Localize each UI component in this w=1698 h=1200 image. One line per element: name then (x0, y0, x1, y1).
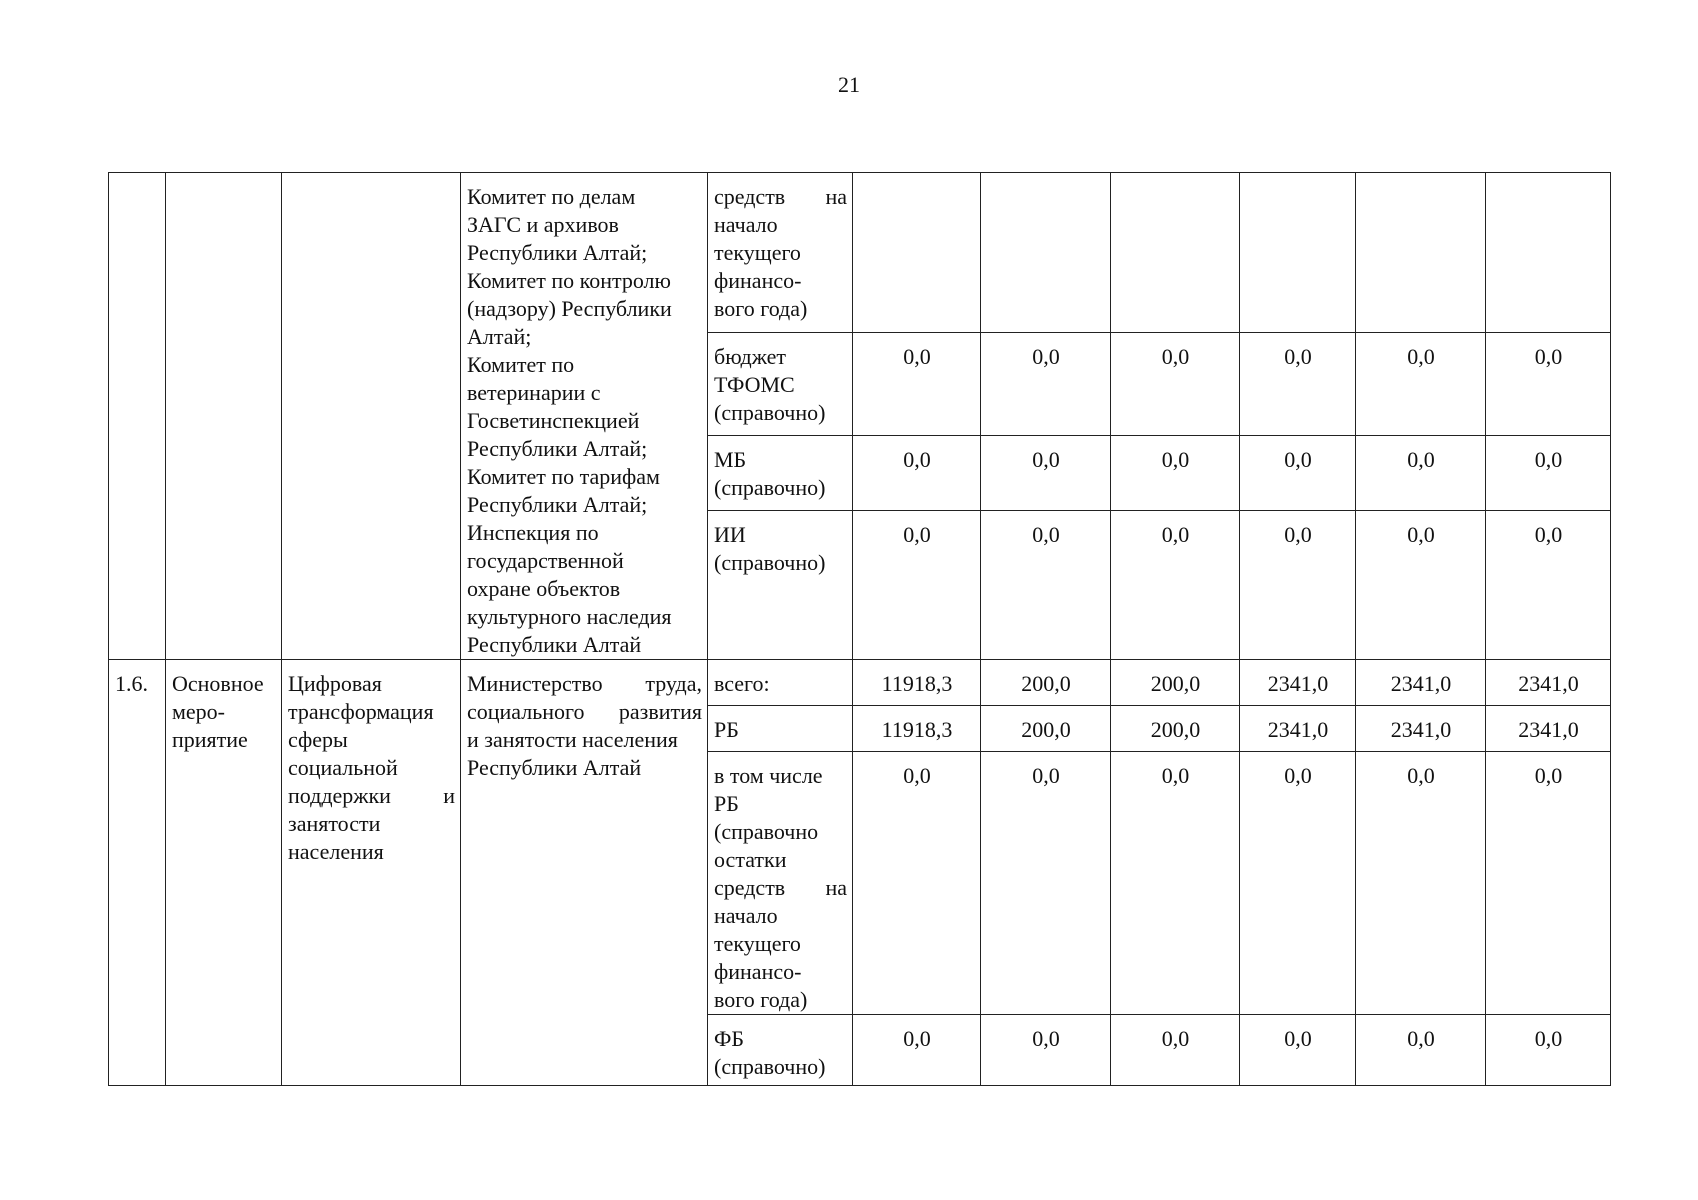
responsible-line: Республики Алтай; (467, 492, 648, 517)
source-word: вого года) (714, 296, 808, 321)
number-cell (109, 660, 166, 1086)
value: 0,0 (1161, 343, 1190, 369)
source-line (714, 239, 847, 267)
value: 0,0 (1284, 446, 1312, 472)
value-cell (853, 510, 981, 659)
name-word: занятости (288, 811, 381, 836)
value: 0,0 (903, 446, 931, 472)
value: 0,0 (1534, 446, 1563, 472)
value: 0,0 (1407, 521, 1435, 547)
source-word: ИИ (714, 521, 746, 547)
responsible-line: Инспекция по (467, 520, 599, 545)
value: 0,0 (1407, 1026, 1435, 1051)
responsible-line (467, 726, 702, 754)
value-cell (1111, 752, 1240, 1015)
value: 200,0 (1021, 671, 1071, 696)
value: 0,0 (1407, 763, 1435, 788)
responsible-line: государственной (467, 548, 624, 573)
value: 0,0 (1032, 763, 1060, 788)
source-word: финансо- (714, 959, 802, 984)
source-word: МБ (714, 446, 747, 472)
value: 2341,0 (1267, 717, 1329, 742)
value-cell (1356, 752, 1486, 1015)
name-line (288, 726, 455, 754)
value: 0,0 (1161, 1026, 1190, 1051)
source-word: (справочно) (714, 549, 826, 575)
source-word: вого года) (714, 987, 808, 1012)
value: 0,0 (903, 343, 931, 369)
source-line (714, 1025, 847, 1053)
name-word: и (443, 783, 455, 808)
source-word: текущего (714, 931, 801, 956)
source-line (714, 762, 847, 790)
name-word: сферы (288, 727, 348, 752)
value-cell (1111, 435, 1240, 510)
type-line: Основное (172, 671, 264, 696)
source-word: всего: (714, 671, 770, 696)
source-cell (708, 1015, 853, 1086)
value: 200,0 (1150, 717, 1201, 742)
value: 0,0 (1032, 343, 1060, 369)
value-cell (1111, 332, 1240, 435)
source-line (714, 521, 847, 549)
value-cell (1356, 706, 1486, 752)
source-word: остатки (714, 847, 787, 872)
source-line (714, 986, 847, 1014)
value-cell (1486, 660, 1611, 706)
value: 0,0 (903, 763, 931, 788)
source-cell (708, 173, 853, 333)
value-cell (981, 752, 1111, 1015)
value-cell (1356, 332, 1486, 435)
value-cell (981, 510, 1111, 659)
value-cell (853, 752, 981, 1015)
item-number: 1.6. (115, 671, 148, 696)
value: 11918,3 (881, 717, 953, 742)
responsible-line (467, 698, 702, 726)
value: 0,0 (1284, 763, 1312, 788)
source-word: (справочно) (714, 1054, 826, 1079)
source-line (714, 958, 847, 986)
responsible-word: и занятости населения (467, 727, 678, 752)
value: 11918,3 (881, 671, 953, 696)
source-line (714, 790, 847, 818)
source-line (714, 343, 847, 371)
responsible-line (467, 670, 702, 698)
source-word: в том числе (714, 763, 823, 788)
responsible-cell (461, 660, 708, 1086)
type-line: приятие (172, 727, 248, 752)
source-line (714, 399, 847, 427)
value: 0,0 (1407, 343, 1435, 369)
value-cell (1356, 510, 1486, 659)
source-cell (708, 435, 853, 510)
source-line (714, 818, 847, 846)
value: 0,0 (1032, 521, 1060, 547)
value-cell (1240, 510, 1356, 659)
name-line (288, 810, 455, 838)
value: 0,0 (1032, 446, 1060, 472)
value-cell (1240, 332, 1356, 435)
name-line (288, 698, 455, 726)
source-cell (708, 660, 853, 706)
responsible-line: Комитет по тарифам (467, 464, 660, 489)
source-word: (справочно) (714, 399, 826, 425)
name-cell (282, 660, 461, 1086)
number-cell (109, 173, 166, 660)
source-word: средств (714, 184, 786, 209)
value: 0,0 (1284, 343, 1312, 369)
responsible-line: культурного наследия (467, 604, 672, 629)
value-cell (981, 435, 1111, 510)
value: 0,0 (1161, 521, 1190, 547)
name-word: социальной (288, 755, 398, 780)
value: 0,0 (1534, 763, 1563, 788)
responsible-line: Республики Алтай (467, 632, 642, 657)
value: 0,0 (1161, 763, 1190, 788)
value-cell (1486, 173, 1611, 333)
value: 2341,0 (1518, 671, 1579, 696)
responsible-word: Министерство (467, 671, 603, 696)
source-cell (708, 752, 853, 1015)
value-cell (1240, 1015, 1356, 1086)
name-line (288, 838, 455, 866)
table-row (109, 173, 1611, 333)
responsible-line: ЗАГС и архивов (467, 212, 619, 237)
value-cell (853, 435, 981, 510)
responsible-line: Республики Алтай; (467, 240, 648, 265)
value-cell (981, 173, 1111, 333)
source-line (714, 1053, 847, 1081)
source-word: (справочно (714, 819, 819, 844)
value-cell (1240, 173, 1356, 333)
value-cell (981, 706, 1111, 752)
source-word: на (825, 875, 847, 900)
responsible-cell (461, 173, 708, 660)
name-line (288, 670, 455, 698)
source-word: бюджет (714, 343, 786, 369)
value: 0,0 (1534, 1026, 1563, 1051)
source-cell (708, 510, 853, 659)
name-line (288, 754, 455, 782)
value: 0,0 (1284, 521, 1312, 547)
table-row (109, 660, 1611, 706)
responsible-word: социального (467, 699, 585, 724)
value: 0,0 (1032, 1026, 1060, 1051)
responsible-line: Комитет по (467, 352, 575, 377)
value: 0,0 (903, 1026, 931, 1051)
value-cell (981, 1015, 1111, 1086)
source-line (714, 183, 847, 211)
value: 0,0 (1284, 1026, 1312, 1051)
type-line: меро- (172, 699, 226, 724)
value: 0,0 (1407, 446, 1435, 472)
responsible-line: (надзору) Республики (467, 296, 672, 321)
value-cell (1356, 173, 1486, 333)
value: 2341,0 (1390, 717, 1452, 742)
value-cell (981, 332, 1111, 435)
value-cell (1486, 706, 1611, 752)
name-word: Цифровая (288, 671, 382, 696)
value: 2341,0 (1267, 671, 1329, 696)
value-cell (853, 1015, 981, 1086)
name-word: поддержки (288, 783, 391, 808)
name-word: населения (288, 839, 384, 864)
name-line (288, 782, 455, 810)
value-cell (1240, 660, 1356, 706)
responsible-line: Республики Алтай; (467, 436, 648, 461)
source-word: ТФОМС (714, 371, 795, 397)
name-word: трансформация (288, 699, 434, 724)
value-cell (1356, 1015, 1486, 1086)
value-cell (1240, 706, 1356, 752)
source-line (714, 874, 847, 902)
source-line (714, 474, 847, 502)
value: 2341,0 (1390, 671, 1452, 696)
responsible-line: Комитет по контролю (467, 268, 671, 293)
value-cell (1111, 660, 1240, 706)
value-cell (1486, 435, 1611, 510)
source-cell (708, 332, 853, 435)
name-cell (282, 173, 461, 660)
source-line (714, 446, 847, 474)
responsible-line: Комитет по делам (467, 184, 636, 209)
type-cell (166, 173, 282, 660)
value-cell (1486, 1015, 1611, 1086)
value-cell (1111, 1015, 1240, 1086)
source-line (714, 930, 847, 958)
value: 2341,0 (1518, 717, 1579, 742)
responsible-line: Алтай; (467, 324, 532, 349)
value-cell (1486, 332, 1611, 435)
value-cell (1111, 173, 1240, 333)
source-word: ФБ (714, 1026, 745, 1051)
budget-table (108, 172, 1611, 1086)
source-word: на (825, 184, 847, 209)
source-line (714, 267, 847, 295)
source-line (714, 716, 847, 744)
value-cell (1240, 435, 1356, 510)
value-cell (1240, 752, 1356, 1015)
value: 0,0 (903, 521, 931, 547)
source-cell (708, 706, 853, 752)
value-cell (1486, 510, 1611, 659)
source-word: финансо- (714, 268, 802, 293)
value-cell (1111, 706, 1240, 752)
source-line (714, 670, 847, 698)
source-line (714, 902, 847, 930)
source-line (714, 295, 847, 323)
value: 200,0 (1150, 671, 1201, 696)
source-line (714, 211, 847, 239)
source-word: начало (714, 212, 778, 237)
value: 0,0 (1534, 343, 1563, 369)
value-cell (981, 660, 1111, 706)
responsible-word: труда, (645, 671, 702, 696)
source-word: средств (714, 875, 786, 900)
value-cell (1111, 510, 1240, 659)
value: 0,0 (1161, 446, 1190, 472)
source-line (714, 371, 847, 399)
responsible-line: ветеринарии с (467, 380, 601, 405)
responsible-word: Республики Алтай (467, 755, 642, 780)
type-cell (166, 660, 282, 1086)
responsible-line: охране объектов (467, 576, 621, 601)
source-word: текущего (714, 240, 801, 265)
responsible-word: развития (618, 699, 702, 724)
source-word: РБ (714, 717, 739, 742)
value: 200,0 (1021, 717, 1071, 742)
source-word: (справочно) (714, 474, 826, 500)
value: 0,0 (1534, 521, 1563, 547)
value-cell (853, 706, 981, 752)
source-line (714, 846, 847, 874)
value-cell (1356, 660, 1486, 706)
page-number: 21 (838, 72, 860, 97)
value-cell (853, 332, 981, 435)
value-cell (853, 173, 981, 333)
responsible-line: Госветинспекцией (467, 408, 640, 433)
value-cell (1356, 435, 1486, 510)
source-word: начало (714, 903, 778, 928)
source-line (714, 549, 847, 577)
value-cell (853, 660, 981, 706)
responsible-line (467, 754, 702, 782)
value-cell (1486, 752, 1611, 1015)
source-word: РБ (714, 791, 739, 816)
